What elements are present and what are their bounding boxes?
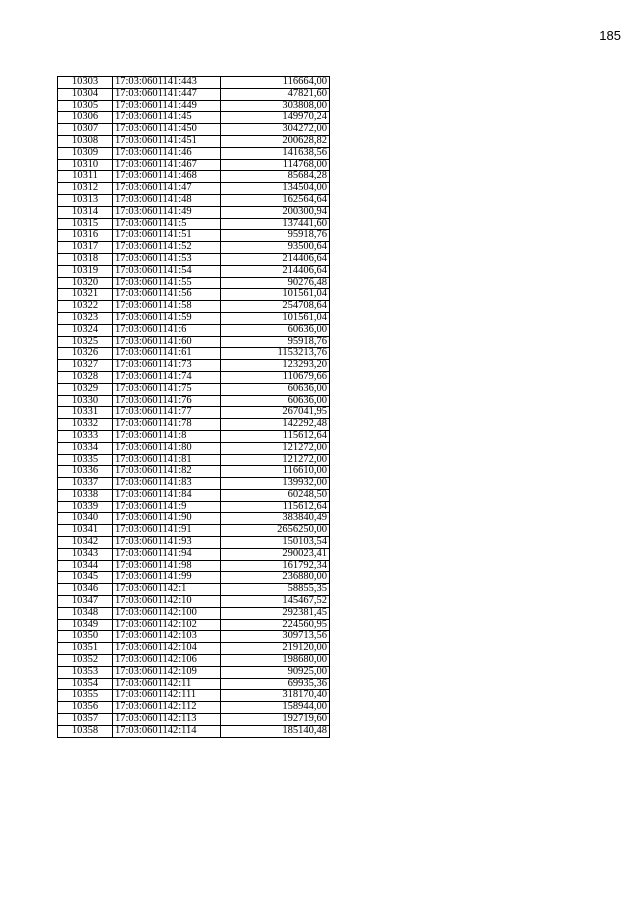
cadastral-number-cell: 17:03:0601141:75 (113, 383, 221, 395)
cadastral-number-cell: 17:03:0601141:49 (113, 206, 221, 218)
table-row (58, 466, 330, 478)
cadastral-number-cell: 17:03:0601141:81 (113, 454, 221, 466)
row-number-cell: 10345 (58, 572, 113, 584)
table-row (58, 194, 330, 206)
table-row (58, 560, 330, 572)
cadastral-number-cell: 17:03:0601142:104 (113, 643, 221, 655)
value-cell: 309713,56 (221, 631, 330, 643)
value-cell: 142292,48 (221, 419, 330, 431)
table-row (58, 702, 330, 714)
table-row (58, 513, 330, 525)
value-cell: 101561,04 (221, 289, 330, 301)
row-number-cell: 10326 (58, 348, 113, 360)
value-cell: 93500,64 (221, 242, 330, 254)
table-row (58, 218, 330, 230)
table-row (58, 147, 330, 159)
cadastral-number-cell: 17:03:0601141:93 (113, 537, 221, 549)
page-number: 185 (599, 28, 621, 43)
value-cell: 318170,40 (221, 690, 330, 702)
cadastral-number-cell: 17:03:0601141:443 (113, 77, 221, 89)
cadastral-number-cell: 17:03:0601142:113 (113, 714, 221, 726)
cadastral-number-cell: 17:03:0601141:53 (113, 253, 221, 265)
cadastral-number-cell: 17:03:0601142:103 (113, 631, 221, 643)
cadastral-value-table (57, 76, 330, 738)
row-number-cell: 10333 (58, 430, 113, 442)
value-cell: 69935,36 (221, 678, 330, 690)
row-number-cell: 10349 (58, 619, 113, 631)
table-row (58, 312, 330, 324)
value-cell: 304272,00 (221, 124, 330, 136)
row-number-cell: 10323 (58, 312, 113, 324)
table-row (58, 242, 330, 254)
row-number-cell: 10334 (58, 442, 113, 454)
row-number-cell: 10315 (58, 218, 113, 230)
row-number-cell: 10320 (58, 277, 113, 289)
table-row (58, 77, 330, 89)
cadastral-number-cell: 17:03:0601142:111 (113, 690, 221, 702)
row-number-cell: 10318 (58, 253, 113, 265)
table-row (58, 678, 330, 690)
row-number-cell: 10324 (58, 324, 113, 336)
cadastral-number-cell: 17:03:0601141:84 (113, 489, 221, 501)
row-number-cell: 10344 (58, 560, 113, 572)
row-number-cell: 10308 (58, 135, 113, 147)
cadastral-number-cell: 17:03:0601141:59 (113, 312, 221, 324)
row-number-cell: 10310 (58, 159, 113, 171)
value-cell: 137441,60 (221, 218, 330, 230)
value-cell: 254708,64 (221, 301, 330, 313)
value-cell: 214406,64 (221, 253, 330, 265)
value-cell: 121272,00 (221, 442, 330, 454)
row-number-cell: 10352 (58, 655, 113, 667)
cadastral-number-cell: 17:03:0601142:106 (113, 655, 221, 667)
value-cell: 219120,00 (221, 643, 330, 655)
cadastral-number-cell: 17:03:0601141:48 (113, 194, 221, 206)
row-number-cell: 10330 (58, 395, 113, 407)
table-row (58, 289, 330, 301)
row-number-cell: 10325 (58, 336, 113, 348)
row-number-cell: 10303 (58, 77, 113, 89)
value-cell: 149970,24 (221, 112, 330, 124)
value-cell: 95918,76 (221, 230, 330, 242)
cadastral-number-cell: 17:03:0601141:467 (113, 159, 221, 171)
table-row (58, 383, 330, 395)
value-cell: 141638,56 (221, 147, 330, 159)
table-row (58, 360, 330, 372)
row-number-cell: 10348 (58, 607, 113, 619)
cadastral-number-cell: 17:03:0601141:91 (113, 525, 221, 537)
cadastral-number-cell: 17:03:0601141:73 (113, 360, 221, 372)
row-number-cell: 10342 (58, 537, 113, 549)
cadastral-number-cell: 17:03:0601141:52 (113, 242, 221, 254)
cadastral-number-cell: 17:03:0601141:80 (113, 442, 221, 454)
table-row (58, 301, 330, 313)
row-number-cell: 10321 (58, 289, 113, 301)
cadastral-number-cell: 17:03:0601141:60 (113, 336, 221, 348)
value-cell: 214406,64 (221, 265, 330, 277)
value-cell: 90276,48 (221, 277, 330, 289)
table-row (58, 725, 330, 737)
row-number-cell: 10327 (58, 360, 113, 372)
cadastral-number-cell: 17:03:0601141:447 (113, 88, 221, 100)
value-cell: 115612,64 (221, 430, 330, 442)
cadastral-number-cell: 17:03:0601141:55 (113, 277, 221, 289)
cadastral-number-cell: 17:03:0601141:74 (113, 371, 221, 383)
cadastral-number-cell: 17:03:0601141:78 (113, 419, 221, 431)
table-row (58, 548, 330, 560)
value-cell: 1153213,76 (221, 348, 330, 360)
value-cell: 161792,34 (221, 560, 330, 572)
row-number-cell: 10338 (58, 489, 113, 501)
cadastral-number-cell: 17:03:0601141:99 (113, 572, 221, 584)
table-row (58, 88, 330, 100)
table-row (58, 253, 330, 265)
cadastral-number-cell: 17:03:0601141:8 (113, 430, 221, 442)
table-row (58, 407, 330, 419)
table-row (58, 348, 330, 360)
cadastral-number-cell: 17:03:0601141:61 (113, 348, 221, 360)
cadastral-number-cell: 17:03:0601141:76 (113, 395, 221, 407)
value-cell: 60636,00 (221, 324, 330, 336)
table-row (58, 336, 330, 348)
value-cell: 290023,41 (221, 548, 330, 560)
cadastral-number-cell: 17:03:0601142:114 (113, 725, 221, 737)
value-cell: 47821,60 (221, 88, 330, 100)
table-row (58, 584, 330, 596)
row-number-cell: 10314 (58, 206, 113, 218)
value-cell: 60636,00 (221, 383, 330, 395)
row-number-cell: 10343 (58, 548, 113, 560)
value-cell: 114768,00 (221, 159, 330, 171)
table-row (58, 690, 330, 702)
table-row (58, 478, 330, 490)
table-row (58, 501, 330, 513)
value-cell: 90925,00 (221, 666, 330, 678)
row-number-cell: 10358 (58, 725, 113, 737)
row-number-cell: 10317 (58, 242, 113, 254)
cadastral-number-cell: 17:03:0601141:47 (113, 183, 221, 195)
value-cell: 158944,00 (221, 702, 330, 714)
row-number-cell: 10356 (58, 702, 113, 714)
table-row (58, 714, 330, 726)
table-row (58, 631, 330, 643)
row-number-cell: 10335 (58, 454, 113, 466)
cadastral-number-cell: 17:03:0601141:5 (113, 218, 221, 230)
table-row (58, 430, 330, 442)
cadastral-number-cell: 17:03:0601141:468 (113, 171, 221, 183)
row-number-cell: 10328 (58, 371, 113, 383)
cadastral-number-cell: 17:03:0601141:46 (113, 147, 221, 159)
table-row (58, 171, 330, 183)
row-number-cell: 10322 (58, 301, 113, 313)
value-cell: 139932,00 (221, 478, 330, 490)
cadastral-number-cell: 17:03:0601142:100 (113, 607, 221, 619)
row-number-cell: 10336 (58, 466, 113, 478)
value-cell: 60636,00 (221, 395, 330, 407)
value-cell: 162564,64 (221, 194, 330, 206)
value-cell: 134504,00 (221, 183, 330, 195)
cadastral-number-cell: 17:03:0601141:77 (113, 407, 221, 419)
value-cell: 383840,49 (221, 513, 330, 525)
cadastral-number-cell: 17:03:0601141:98 (113, 560, 221, 572)
table-row (58, 619, 330, 631)
cadastral-number-cell: 17:03:0601142:102 (113, 619, 221, 631)
table-row (58, 135, 330, 147)
table-row (58, 371, 330, 383)
row-number-cell: 10351 (58, 643, 113, 655)
cadastral-number-cell: 17:03:0601141:58 (113, 301, 221, 313)
cadastral-number-cell: 17:03:0601141:449 (113, 100, 221, 112)
table-row (58, 112, 330, 124)
cadastral-number-cell: 17:03:0601142:1 (113, 584, 221, 596)
row-number-cell: 10339 (58, 501, 113, 513)
table-row (58, 655, 330, 667)
row-number-cell: 10311 (58, 171, 113, 183)
value-cell: 267041,95 (221, 407, 330, 419)
row-number-cell: 10346 (58, 584, 113, 596)
row-number-cell: 10337 (58, 478, 113, 490)
table-row (58, 666, 330, 678)
row-number-cell: 10357 (58, 714, 113, 726)
cadastral-number-cell: 17:03:0601141:56 (113, 289, 221, 301)
table-row (58, 277, 330, 289)
cadastral-number-cell: 17:03:0601141:6 (113, 324, 221, 336)
row-number-cell: 10319 (58, 265, 113, 277)
row-number-cell: 10340 (58, 513, 113, 525)
row-number-cell: 10309 (58, 147, 113, 159)
cadastral-number-cell: 17:03:0601142:112 (113, 702, 221, 714)
row-number-cell: 10354 (58, 678, 113, 690)
table-row (58, 525, 330, 537)
value-cell: 224560,95 (221, 619, 330, 631)
value-cell: 101561,04 (221, 312, 330, 324)
value-cell: 116610,00 (221, 466, 330, 478)
table-body (58, 77, 330, 738)
table-row (58, 265, 330, 277)
cadastral-number-cell: 17:03:0601141:90 (113, 513, 221, 525)
value-cell: 58855,35 (221, 584, 330, 596)
value-cell: 292381,45 (221, 607, 330, 619)
cadastral-number-cell: 17:03:0601141:54 (113, 265, 221, 277)
value-cell: 200628,82 (221, 135, 330, 147)
cadastral-number-cell: 17:03:0601142:109 (113, 666, 221, 678)
cadastral-number-cell: 17:03:0601141:83 (113, 478, 221, 490)
row-number-cell: 10316 (58, 230, 113, 242)
value-cell: 192719,60 (221, 714, 330, 726)
table-row (58, 419, 330, 431)
table-row (58, 230, 330, 242)
cadastral-number-cell: 17:03:0601141:451 (113, 135, 221, 147)
value-cell: 95918,76 (221, 336, 330, 348)
value-cell: 150103,54 (221, 537, 330, 549)
table-row (58, 324, 330, 336)
row-number-cell: 10347 (58, 596, 113, 608)
row-number-cell: 10331 (58, 407, 113, 419)
value-cell: 121272,00 (221, 454, 330, 466)
value-cell: 116664,00 (221, 77, 330, 89)
value-cell: 110679,66 (221, 371, 330, 383)
value-cell: 145467,52 (221, 596, 330, 608)
value-cell: 198680,00 (221, 655, 330, 667)
row-number-cell: 10353 (58, 666, 113, 678)
table-row (58, 643, 330, 655)
table-row (58, 159, 330, 171)
value-cell: 200300,94 (221, 206, 330, 218)
value-cell: 236880,00 (221, 572, 330, 584)
table-row (58, 183, 330, 195)
row-number-cell: 10305 (58, 100, 113, 112)
row-number-cell: 10306 (58, 112, 113, 124)
table-row (58, 607, 330, 619)
cadastral-number-cell: 17:03:0601141:94 (113, 548, 221, 560)
cadastral-number-cell: 17:03:0601141:51 (113, 230, 221, 242)
table-row (58, 537, 330, 549)
table-row (58, 395, 330, 407)
cadastral-number-cell: 17:03:0601142:10 (113, 596, 221, 608)
row-number-cell: 10313 (58, 194, 113, 206)
table-row (58, 489, 330, 501)
value-cell: 115612,64 (221, 501, 330, 513)
row-number-cell: 10332 (58, 419, 113, 431)
cadastral-number-cell: 17:03:0601141:82 (113, 466, 221, 478)
value-cell: 2656250,00 (221, 525, 330, 537)
value-cell: 123293,20 (221, 360, 330, 372)
row-number-cell: 10307 (58, 124, 113, 136)
row-number-cell: 10329 (58, 383, 113, 395)
row-number-cell: 10355 (58, 690, 113, 702)
table-row (58, 100, 330, 112)
cadastral-number-cell: 17:03:0601141:450 (113, 124, 221, 136)
table-row (58, 454, 330, 466)
cadastral-number-cell: 17:03:0601141:9 (113, 501, 221, 513)
row-number-cell: 10350 (58, 631, 113, 643)
value-cell: 85684,28 (221, 171, 330, 183)
row-number-cell: 10312 (58, 183, 113, 195)
table-row (58, 596, 330, 608)
row-number-cell: 10304 (58, 88, 113, 100)
table-row (58, 124, 330, 136)
table-row (58, 572, 330, 584)
value-cell: 303808,00 (221, 100, 330, 112)
value-cell: 185140,48 (221, 725, 330, 737)
table-row (58, 442, 330, 454)
row-number-cell: 10341 (58, 525, 113, 537)
cadastral-number-cell: 17:03:0601141:45 (113, 112, 221, 124)
cadastral-number-cell: 17:03:0601142:11 (113, 678, 221, 690)
value-cell: 60248,50 (221, 489, 330, 501)
table-row (58, 206, 330, 218)
